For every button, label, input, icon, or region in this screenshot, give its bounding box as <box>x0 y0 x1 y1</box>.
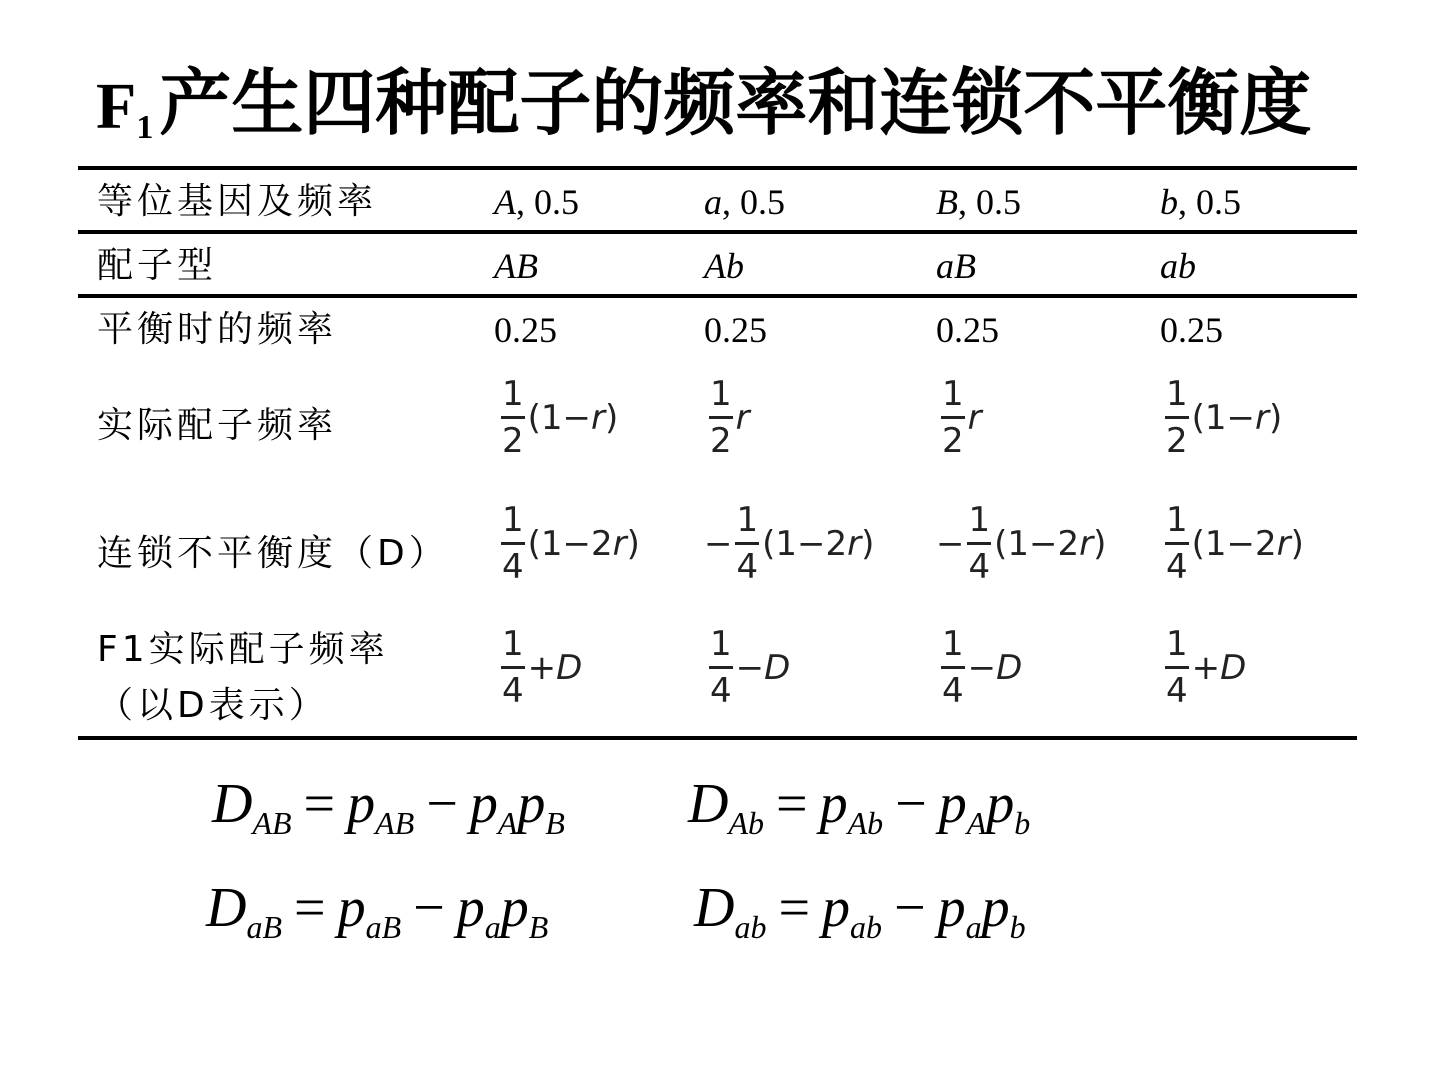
row-label-actual-frequency: 实际配子频率 <box>97 405 338 446</box>
row-label-disequilibrium: 连锁不平衡度（D） <box>97 533 449 574</box>
cell-eq-AB: 0.25 <box>494 310 557 350</box>
cell-eq-aB: 0.25 <box>936 310 999 350</box>
formula-D-aB: $D_{aB} = p_{aB} - p_ap_B$ <box>206 877 549 945</box>
cell-D-ab: $\frac{1}{4}$ (1−2r) <box>1166 500 1304 587</box>
row-label-alleles: 等位基因及频率 <box>97 181 378 222</box>
cell-F1-aB: $\frac{1}{4}$ −D <box>942 624 1023 711</box>
row-label-equilibrium: 平衡时的频率 <box>97 309 338 350</box>
cell-F1-ab: $\frac{1}{4}$ +D <box>1166 624 1247 711</box>
formula-D-AB: $D_{AB} = p_{AB} - p_Ap_B$ <box>212 773 565 841</box>
cell-gamete-AB: AB <box>494 246 538 286</box>
cell-D-AB: $\frac{1}{4}$ (1−2r) <box>502 500 640 587</box>
row-label-f1-frequency: F1实际配子频率（以D表示） <box>97 629 389 726</box>
table-rule-3 <box>78 294 1357 298</box>
title-text: 产生四种配子的频率和连锁不平衡度 <box>159 61 1312 145</box>
slide-title <box>96 58 1356 173</box>
cell-allele-B: B, 0.5 <box>936 182 1021 222</box>
cell-eq-ab: 0.25 <box>1160 310 1223 350</box>
cell-allele-A: A, 0.5 <box>494 182 579 222</box>
cell-actual-Ab: $\frac{1}{2}$ r <box>710 374 750 461</box>
cell-actual-ab: $\frac{1}{2}$ (1−r) <box>1166 374 1283 461</box>
table-bottom-rule <box>78 736 1357 740</box>
row-label-gamete-type: 配子型 <box>97 245 218 286</box>
formula-D-Ab: $D_{Ab} = p_{Ab} - p_Ap_b$ <box>688 773 1031 841</box>
cell-D-aB: − $\frac{1}{4}$ (1−2r) <box>936 500 1107 587</box>
cell-allele-b: b, 0.5 <box>1160 182 1241 222</box>
cell-gamete-aB: aB <box>936 246 976 286</box>
title-subscript: 1 <box>136 109 154 146</box>
table-rule-2 <box>78 230 1357 234</box>
title-prefix: F <box>96 70 137 143</box>
cell-eq-Ab: 0.25 <box>704 310 767 350</box>
cell-gamete-Ab: Ab <box>704 246 744 286</box>
table-top-rule <box>78 166 1357 170</box>
formula-D-ab: $D_{ab} = p_{ab} - p_ap_b$ <box>694 877 1026 945</box>
cell-actual-aB: $\frac{1}{2}$ r <box>942 374 982 461</box>
cell-F1-AB: $\frac{1}{4}$ +D <box>502 624 583 711</box>
cell-gamete-ab: ab <box>1160 246 1196 286</box>
cell-actual-AB: $\frac{1}{2}$ (1−r) <box>502 374 619 461</box>
cell-F1-Ab: $\frac{1}{4}$ −D <box>710 624 791 711</box>
cell-allele-a: a, 0.5 <box>704 182 785 222</box>
cell-D-Ab: − $\frac{1}{4}$ (1−2r) <box>704 500 875 587</box>
